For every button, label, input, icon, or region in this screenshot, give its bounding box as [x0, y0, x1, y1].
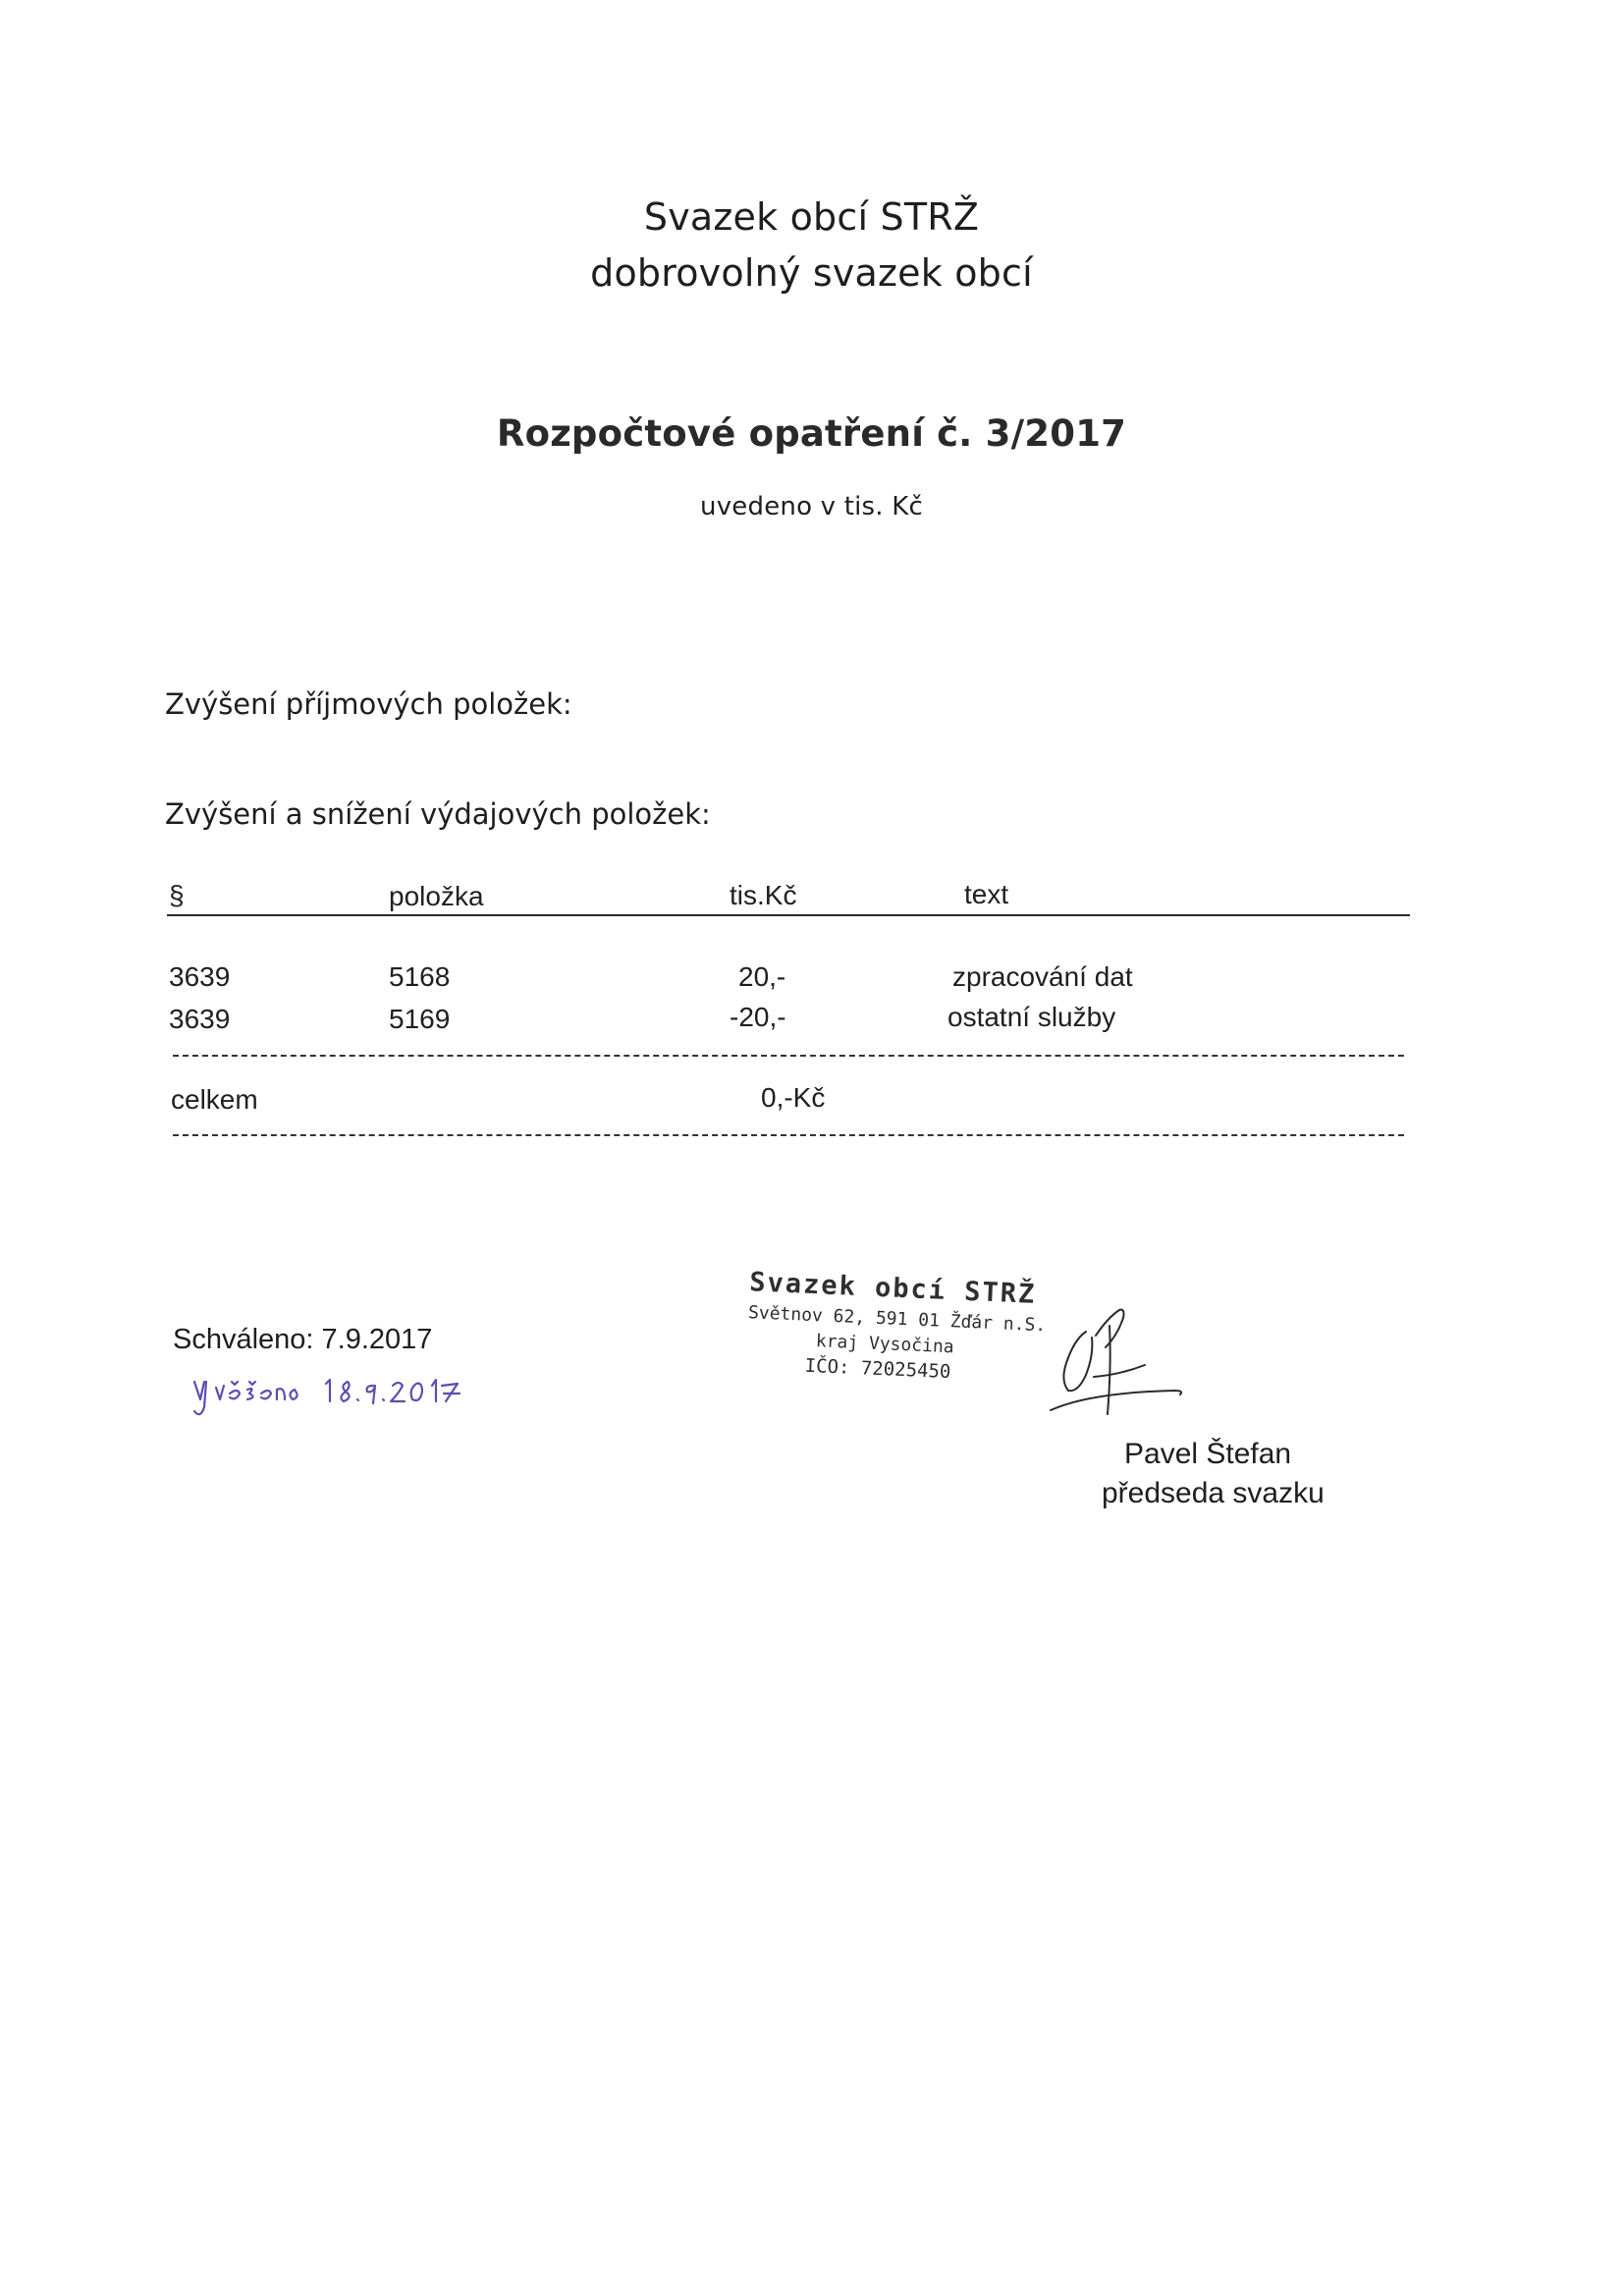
row-text: ostatní služby — [947, 1002, 1116, 1032]
dashed-separator — [173, 1134, 1404, 1136]
row-paragraph: 3639 — [169, 961, 231, 992]
handwritten-publication-note — [187, 1360, 540, 1429]
stamp-line-1: Svazek obcí STRŽ — [748, 1267, 1037, 1310]
row-paragraph: 3639 — [169, 1004, 231, 1034]
signature-mark — [1031, 1306, 1198, 1434]
header-underline — [167, 914, 1410, 916]
row-text: zpracování dat — [952, 961, 1133, 992]
header-text: text — [964, 879, 1009, 909]
income-heading: Zvýšení příjmových položek: — [165, 687, 572, 721]
expense-heading: Zvýšení a snížení výdajových položek: — [165, 797, 711, 831]
stamp-line-4: IČO: 72025450 — [804, 1354, 951, 1384]
document-title: Rozpočtové opatření č. 3/2017 — [496, 412, 1127, 455]
organization-stamp — [740, 1267, 1047, 1409]
total-value: 0,-Kč — [761, 1082, 826, 1113]
stamp-line-3: kraj Vysočina — [815, 1331, 955, 1358]
approval-date: Schváleno: 7.9.2017 — [173, 1324, 433, 1355]
header-paragraph: § — [169, 880, 185, 910]
row-amount: -20,- — [730, 1002, 786, 1032]
organization-name: Svazek obcí STRŽ — [643, 195, 980, 239]
signatory-role: předseda svazku — [1102, 1477, 1325, 1509]
header-amount: tis.Kč — [730, 880, 797, 910]
stamp-line-2: Světnov 62, 591 01 Žďár n.S. — [747, 1302, 1047, 1337]
total-label: celkem — [171, 1084, 258, 1115]
unit-note: uvedeno v tis. Kč — [700, 492, 923, 521]
row-item: 5168 — [389, 961, 451, 992]
row-item: 5169 — [389, 1004, 451, 1034]
header-item: položka — [389, 881, 484, 911]
dashed-separator — [173, 1055, 1404, 1057]
organization-type: dobrovolný svazek obcí — [590, 251, 1033, 295]
signatory-name: Pavel Štefan — [1124, 1438, 1292, 1470]
row-amount: 20,- — [738, 961, 786, 992]
